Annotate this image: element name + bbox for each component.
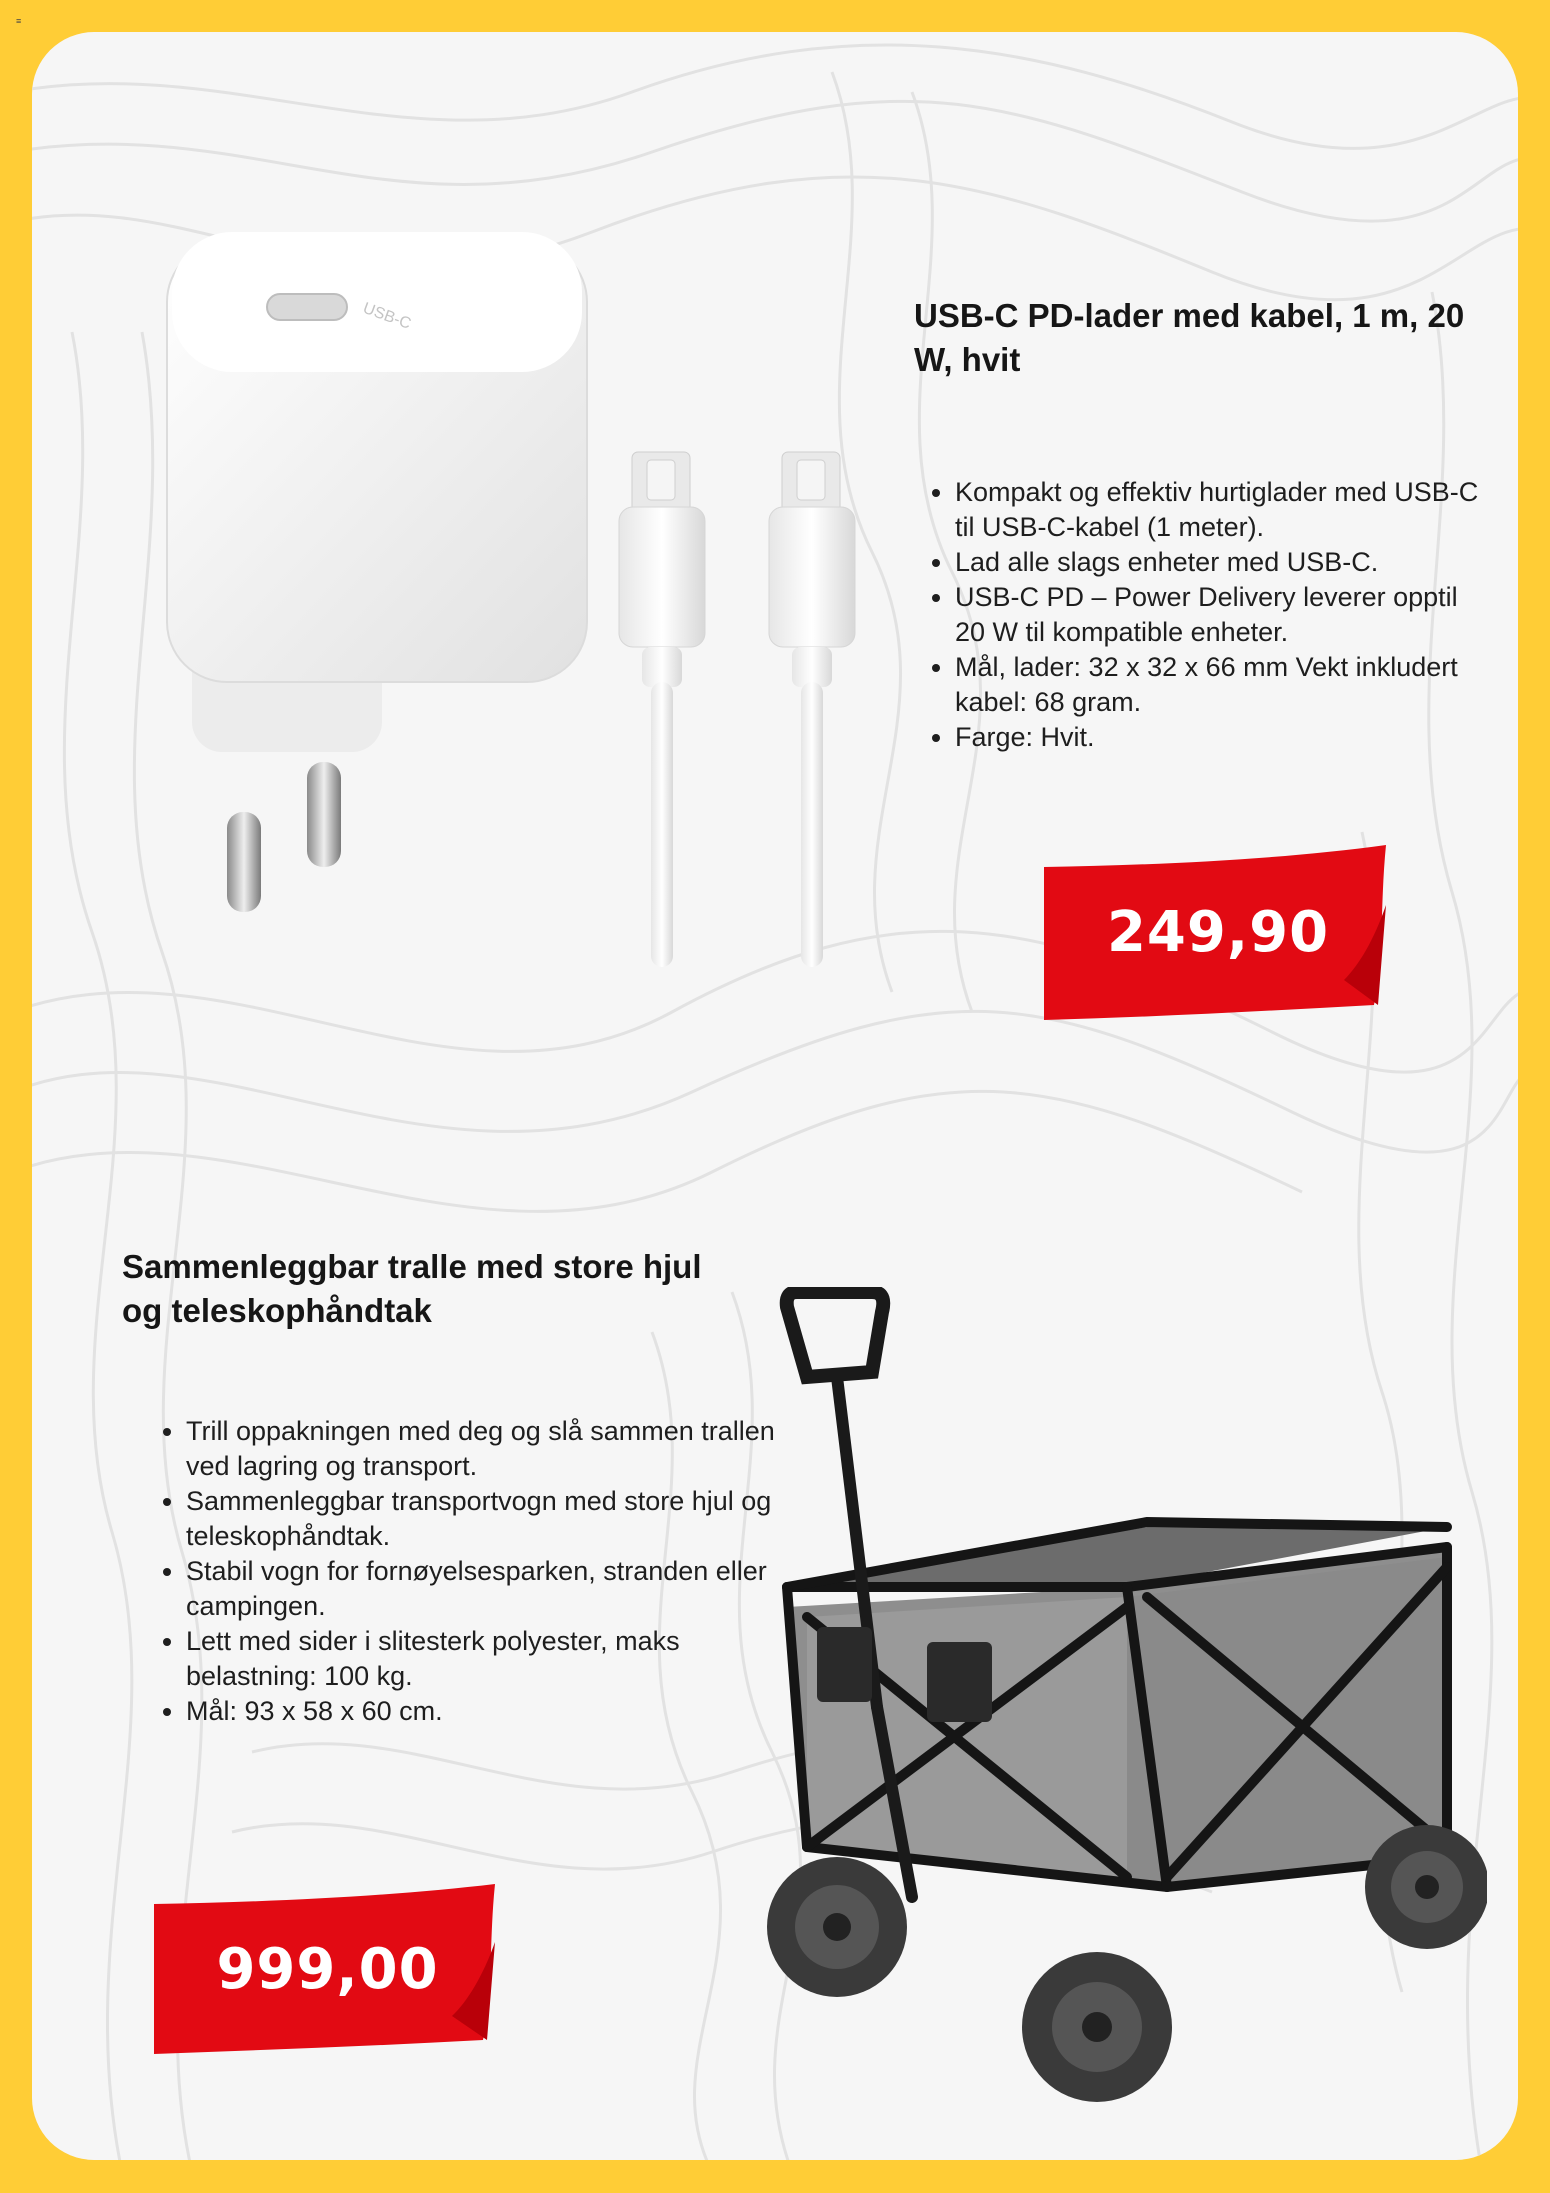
product-title: Sammenleggbar tralle med store hjul og teleskophåndtak — [122, 1248, 702, 1329]
list-item: • USB-C PD – Power Delivery leverer opptil 20 W til kompatible enheter. — [955, 580, 1495, 650]
charger-port-label: USB-C — [360, 299, 414, 333]
list-item: • Lett med sider i slitesterk polyester, maks belastning: 100 kg. — [186, 1624, 776, 1694]
list-item: • Lad alle slags enheter med USB-C. — [955, 545, 1495, 580]
list-item: • Stabil vogn for fornøyelsesparken, stranden eller campingen. — [186, 1554, 776, 1624]
product-title: USB-C PD-lader med kabel, 1 m, 20 W, hvit — [914, 297, 1465, 378]
feature-list — [150, 1414, 776, 1729]
list-item: • Trill oppakningen med deg og slå sammen trallen ved lagring og transport. — [186, 1414, 776, 1484]
menu-icon[interactable]: ≡ — [16, 16, 22, 26]
foldable-wagon-icon — [747, 1287, 1487, 2107]
product-page — [32, 32, 1518, 2160]
list-item: • Mål: 93 x 58 x 60 cm. — [186, 1694, 776, 1729]
feature-list — [919, 475, 1495, 755]
usb-c-charger-with-cable-icon — [127, 202, 877, 972]
list-item: • Mål, lader: 32 x 32 x 66 mm Vekt inkludert kabel: 68 gram. — [955, 650, 1495, 720]
list-item: • Kompakt og effektiv hurtiglader med USB-C til USB-C-kabel (1 meter). — [955, 475, 1495, 545]
price: 999,00 — [216, 1936, 439, 2002]
price-tag — [1044, 845, 1392, 1020]
list-item: • Farge: Hvit. — [955, 720, 1495, 755]
price-tag — [154, 1884, 501, 2054]
list-item: • Sammenleggbar transportvogn med store hjul og teleskophåndtak. — [186, 1484, 776, 1554]
price: 249,90 — [1106, 900, 1330, 965]
